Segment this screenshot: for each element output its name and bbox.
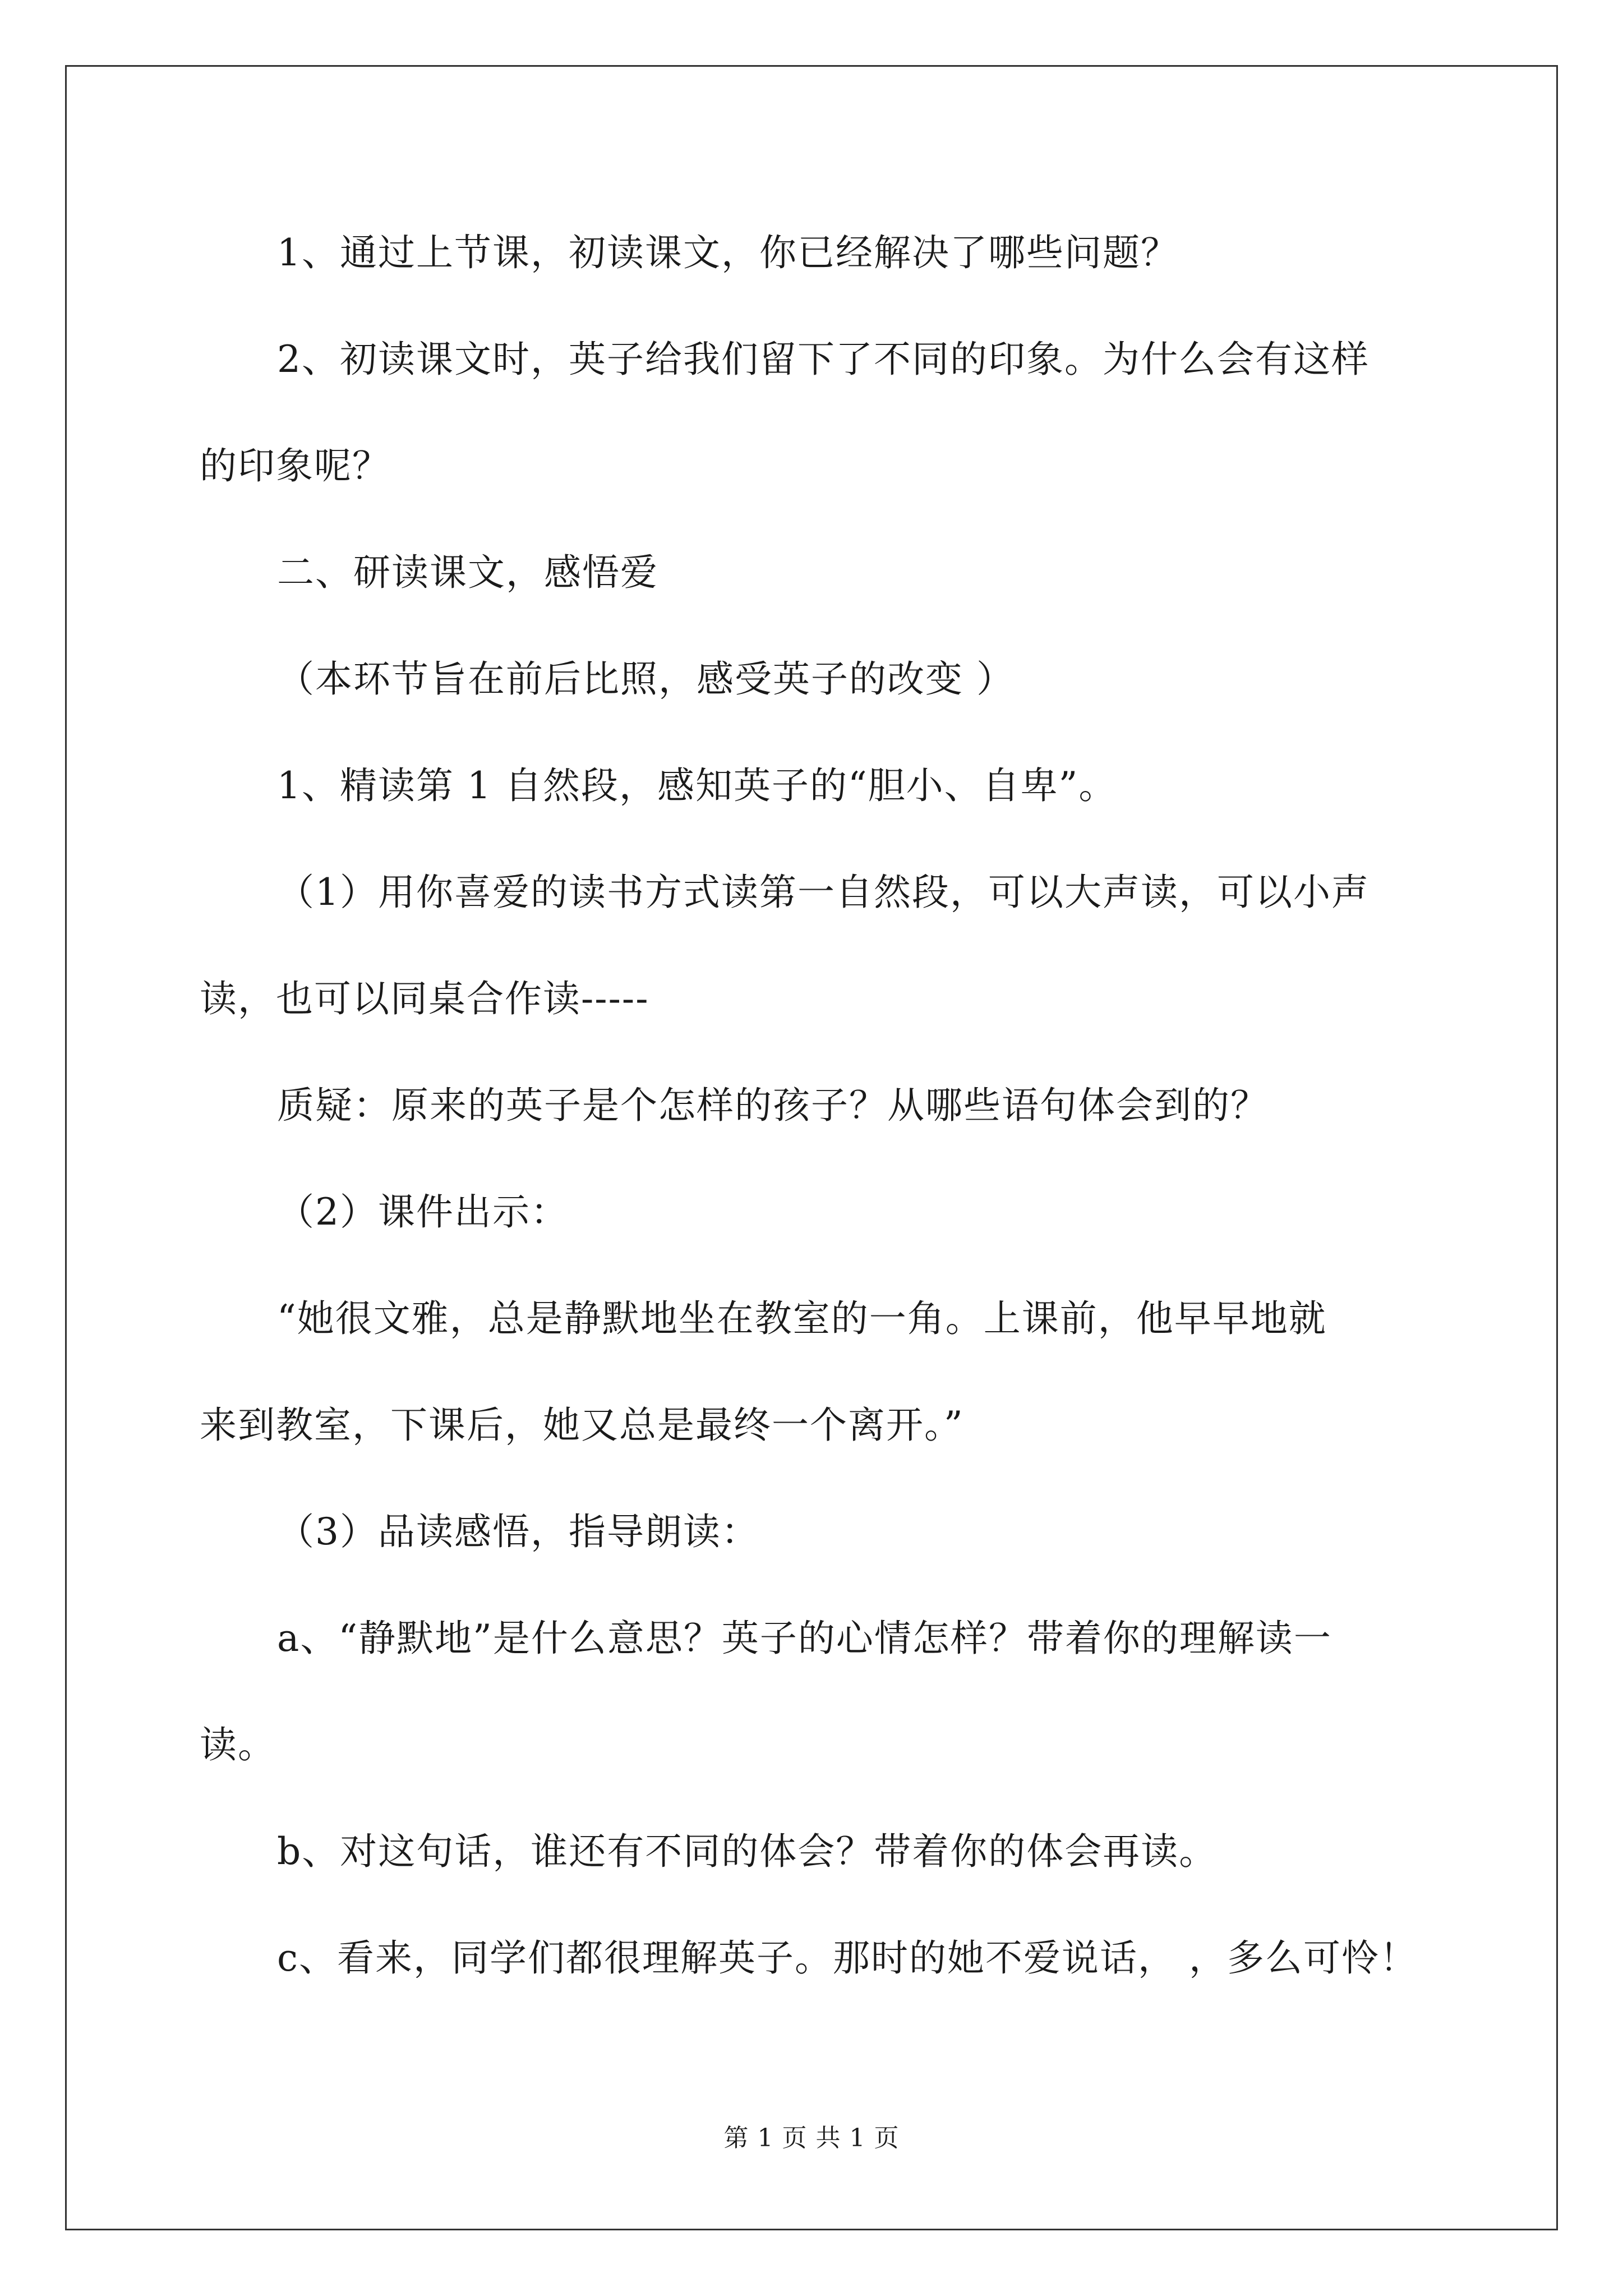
paragraph-8: a、“静默地”是什么意思？英子的心情怎样？带着你的理解读一	[277, 1617, 1332, 1660]
paragraph-3: 1、精读第 1 自然段，感知英子的“胆小、自卑”。	[277, 764, 1117, 807]
paragraph-7: （3）品读感悟，指导朗读：	[277, 1510, 759, 1553]
paragraph-6: （2）课件出示：	[277, 1190, 569, 1234]
paragraph-10: c、看来，同学们都很理解英子。那时的她不爱说话， ，多么可怜！	[277, 1936, 1418, 1980]
paragraph-9: b、对这句话，谁还有不同的体会？带着你的体会再读。	[277, 1830, 1218, 1873]
paragraph-note: （本环节旨在前后比照，感受英子的改变 ）	[277, 657, 1015, 701]
paragraph-4: （1）用你喜爱的读书方式读第一自然段，可以大声读，可以小声	[277, 871, 1370, 914]
paragraph-quote-continued: 来到教室，下课后，她又总是最终一个离开。”	[200, 1404, 964, 1447]
paragraph-2-continued: 的印象呢？	[200, 444, 390, 487]
paragraph-quote: “她很文雅，总是静默地坐在教室的一角。上课前，他早早地就	[277, 1297, 1327, 1340]
paragraph-2: 2、初读课文时，英子给我们留下了不同的印象。为什么会有这样	[277, 338, 1370, 381]
section-heading: 二、研读课文，感悟爱	[277, 551, 658, 594]
paragraph-5: 质疑：原来的英子是个怎样的孩子？从哪些语句体会到的？	[277, 1084, 1269, 1127]
paragraph-8-continued: 读。	[200, 1723, 276, 1766]
paragraph-1: 1、通过上节课，初读课文，你已经解决了哪些问题？	[277, 231, 1179, 274]
page-border	[65, 65, 1558, 2230]
page-footer: 第 1 页 共 1 页	[723, 2124, 900, 2152]
paragraph-4-continued: 读，也可以同桌合作读-----	[200, 977, 649, 1020]
